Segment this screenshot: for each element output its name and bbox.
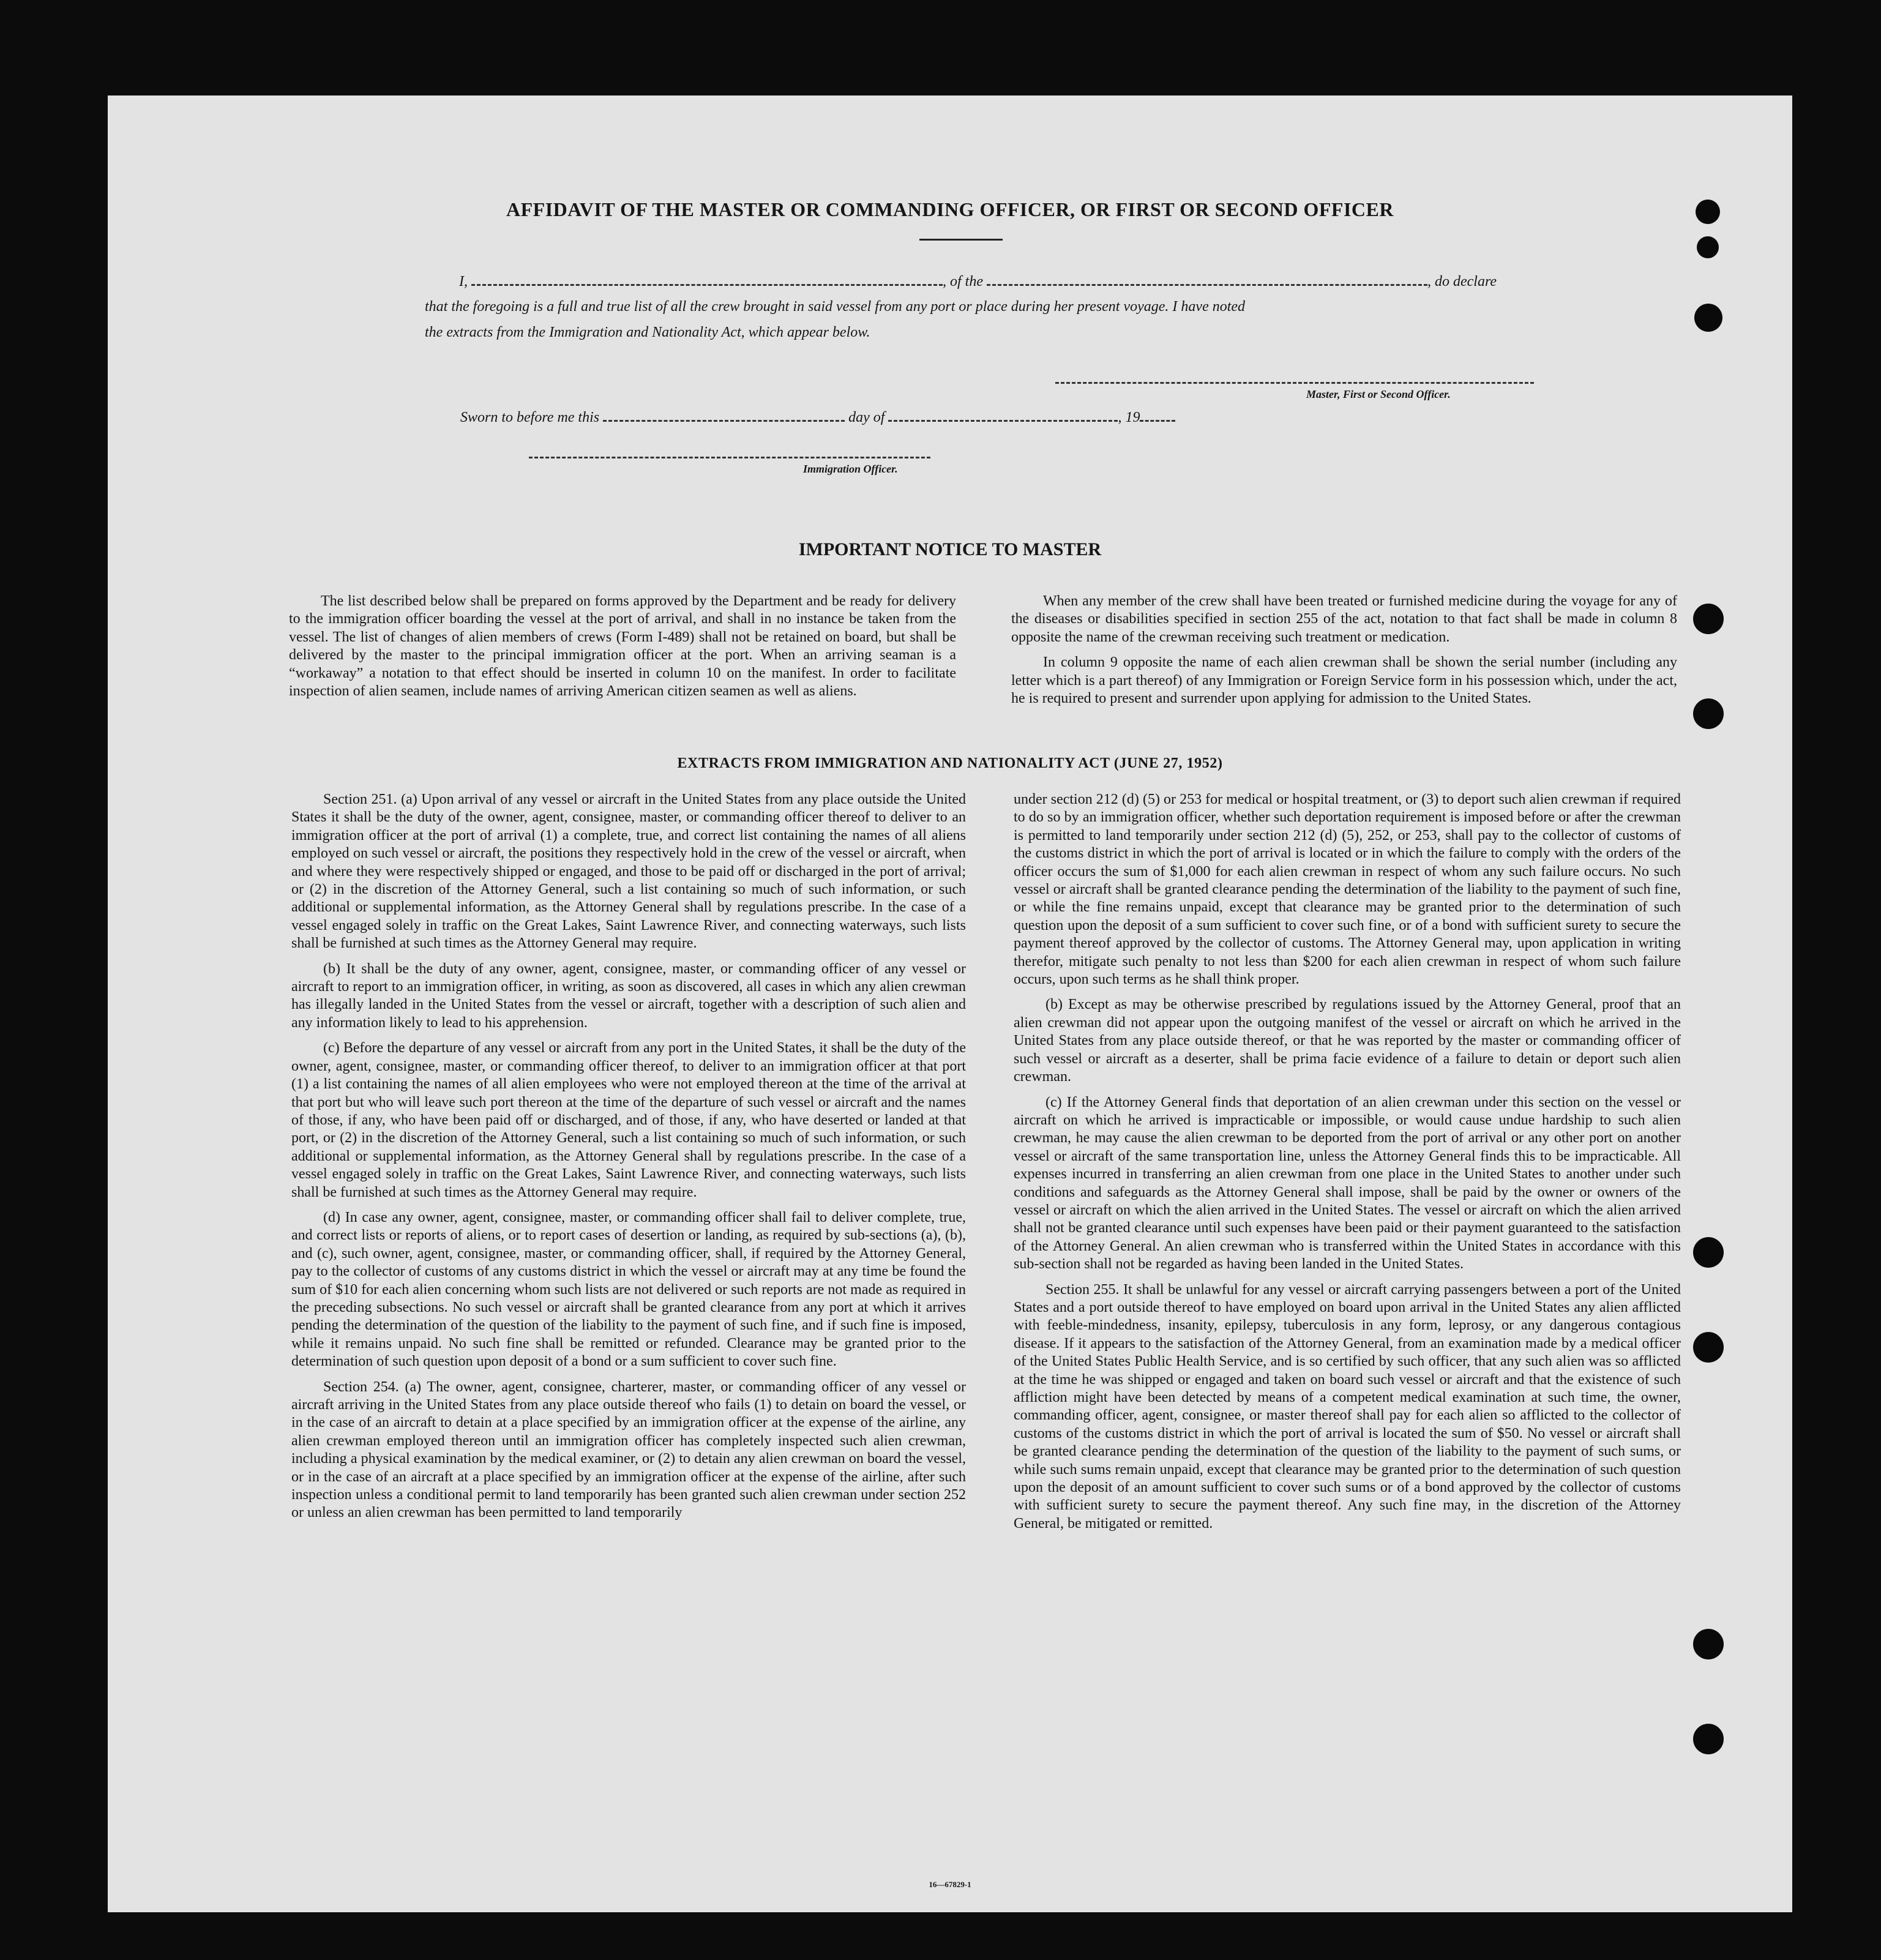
sworn-year-field[interactable] xyxy=(1140,409,1175,422)
declarant-line xyxy=(459,273,1497,290)
year-prefix: , 19 xyxy=(1118,410,1140,425)
extracts-left-column xyxy=(291,791,966,1522)
notice-right-column xyxy=(1011,593,1677,708)
binder-hole xyxy=(1693,1332,1724,1363)
declaration-line-2: the extracts from the Immigration and Nationality Act, which appear below. xyxy=(425,324,870,340)
section-254c: (c) If the Attorney General finds that deportation of an alien crewman under this section on the vessel or aircraft on which he arrived is impracticable or impossible, or would cause undue hardship to such alien crewman, he may cause the alien crewman to be deported from the port of arrival or any other port on another vessel or aircraft of the same transportation line, unless the Attorney General finds this to be impracticable. All expenses incurred in transferring an alien crewman from one place in the United States to another under such conditions and safeguards as the Attorney General shall impose, shall be paid by the owner or owners of the vessel or aircraft on which the alien arrived in the United States. The vessel or aircraft on which the alien arrived shall not be granted clearance until such expenses have been paid or their payment guaranteed to the satisfaction of the Attorney General. An alien crewman who is transferred within the United States in accordance with this sub-section shall not be regarded as having been landed in the United States. xyxy=(1014,1094,1681,1273)
master-signature-line[interactable] xyxy=(1055,382,1534,384)
binder-hole xyxy=(1693,1237,1724,1268)
day-of-label: day of xyxy=(848,410,885,425)
section-251d: (d) In case any owner, agent, consignee, master, or commanding officer shall fail to deliver complete, true, and correct lists or reports of aliens, or to report cases of desertion or landing, as required by sub-sections (a), (b), and (c), such owner, agent, consignee, master, or commanding officer, shall, if required by the Attorney General, pay to the collector of customs of any customs district in which the vessel or aircraft may at any time be found the sum of $10 for each alien concerning whom such lists are not delivered or such reports are not made as required in the preceding subsections. No such vessel or aircraft shall be granted clearance from any port at which it arrives pending the determination of the question of the liability to the payment of such fine, and if such fine is imposed, while it remains unpaid. No such fine shall be remitted or refunded. Clearance may be granted prior to the determination of such question upon deposit of a bond or a sum sufficient to cover such fine. xyxy=(291,1209,966,1370)
sworn-label: Sworn to before me this xyxy=(460,410,600,425)
notice-paragraph: The list described below shall be prepared on forms approved by the Department and be ready for delivery to the immigration officer boarding the vessel at the port of arrival, and shall in no instance be taken from the vessel. The list of changes of alien members of crews (Form I-489) shall not be retained on board, but shall be delivered by the master to the principal immigration officer at the port. When an arriving seaman is a “workaway” a notation to that effect should be inserted in column 10 on the manifest. In order to facilitate inspection of alien seamen, include names of arriving American citizen seamen as well as aliens. xyxy=(289,593,956,700)
sworn-month-field[interactable] xyxy=(888,409,1118,422)
vessel-name-field[interactable] xyxy=(987,273,1427,286)
document-page xyxy=(108,95,1792,1912)
section-254a: Section 254. (a) The owner, agent, consignee, charterer, master, or commanding officer of any vessel or aircraft arriving in the United States from any place outside thereof who fails (1) to detain on board the vessel, or in the case of an aircraft to detain at a place specified by an immigration officer at the expense of the airline, any alien crewman employed thereon until an immigration officer has completely inspected such alien crewman, including a physical examination by the medical examiner, or (2) to detain any alien crewman on board the vessel, or in the case of an aircraft at a place specified by an immigration officer at the expense of the airline, after such inspection unless a conditional permit to land temporarily has been granted such alien crewman under section 252 or unless an alien crewman has been permitted to land temporarily xyxy=(291,1378,966,1521)
section-251c: (c) Before the departure of any vessel or aircraft from any port in the United States, it shall be the duty of the owner, agent, consignee, master, or commanding officer thereof, to deliver to an immigration officer at that port (1) a list containing the names of all alien employees who were not employed thereon at the time of the arrival at that port but who will leave such port thereon at the time of the departure of such vessel or aircraft and the names of those, if any, who have been paid off or discharged, and of those, if any, who have deserted or landed at that port, or (2) in the discretion of the Attorney General, such a list containing so much of such information, or such additional or supplemental information, as the Attorney General shall by regulations prescribe. In the case of a vessel engaged solely in traffic on the Great Lakes, Saint Lawrence River, and connecting waterways, such lists shall be furnished at such times as the Attorney General may require. xyxy=(291,1040,966,1200)
master-signature-label: Master, First or Second Officer. xyxy=(1306,388,1451,400)
binder-hole xyxy=(1693,604,1724,634)
section-254a-continued: under section 212 (d) (5) or 253 for medical or hospital treatment, or (3) to deport such alien crewman if required to do so by an immigration officer, whether such deportation requirement is imposed before or after the crewman is permitted to land temporarily under section 212 (d) (5), 252, or 253, shall pay to the collector of customs of the customs district in which the port of arrival is located or in which the failure to comply with the orders of the officer occurs the sum of $1,000 for each alien crewman in respect of whom any such failure occurs. No such vessel or aircraft shall be granted clearance pending the determination of the liability to the payment of such fine, or while the fine remains unpaid, except that clearance may be granted prior to the determination of such question upon the deposit of a sum sufficient to cover such fine, or of a bond with sufficient surety to secure the payment thereof approved by the collector of customs. The Attorney General may, upon application in writing therefor, mitigate such penalty to not less than $200 for each alien crewman in respect of whom such failure occurs, upon such terms as he shall think proper. xyxy=(1014,791,1681,988)
notice-paragraph: When any member of the crew shall have been treated or furnished medicine during the voyage for any of the diseases or disabilities specified in section 255 of the act, notation to that fact shall be made in column 8 opposite the name of the crewman receiving such treatment or medication. xyxy=(1011,593,1677,645)
declarant-name-field[interactable] xyxy=(471,273,943,286)
do-declare-label: , do declare xyxy=(1427,274,1497,290)
title-rule xyxy=(919,239,1003,241)
i-label: I, xyxy=(459,274,468,290)
declaration-line-1: that the foregoing is a full and true list of all the crew brought in said vessel from any port or place during her present voyage. I have noted xyxy=(425,299,1246,315)
section-254b: (b) Except as may be otherwise prescribed by regulations issued by the Attorney General, proof that an alien crewman did not appear upon the outgoing manifest of the vessel or aircraft on which he arrived in the United States from any place outside thereof, or that he was reported by the master or commanding officer of such vessel or aircraft as a deserter, shall be prima facie evidence of a failure to detain or deport such alien crewman. xyxy=(1014,997,1681,1085)
binder-hole xyxy=(1693,698,1724,729)
of-the-label: , of the xyxy=(943,274,983,290)
notice-paragraph: In column 9 opposite the name of each alien crewman shall be shown the serial number (including any letter which is a part thereof) of any Immigration or Foreign Service form in his possession which, under the act, he is required to present and surrender upon applying for admission to the United States. xyxy=(1011,654,1677,707)
extracts-right-column xyxy=(1014,791,1681,1533)
notice-left-column xyxy=(289,593,956,700)
immigration-officer-label: Immigration Officer. xyxy=(803,463,898,475)
immigration-officer-signature-line[interactable] xyxy=(529,457,930,458)
notice-title: IMPORTANT NOTICE TO MASTER xyxy=(798,539,1102,559)
binder-hole xyxy=(1693,1629,1724,1659)
section-251a: Section 251. (a) Upon arrival of any vessel or aircraft in the United States from any place outside the United States it shall be the duty of the owner, agent, consignee, master, or commanding officer thereof to deliver to an immigration officer at the port of arrival (1) a complete, true, and correct list containing the names of all aliens employed on such vessel or aircraft, the positions they respectively hold in the crew of the vessel or aircraft, when and where they were respectively shipped or engaged, and those to be paid off or discharged in the port of arrival; or (2) in the discretion of the Attorney General, such a list containing so much of such information, or such additional or supplemental information, as the Attorney General shall by regulations prescribe. In the case of a vessel engaged solely in traffic on the Great Lakes, Saint Lawrence River, and connecting waterways, such lists shall be furnished at such times as the Attorney General may require. xyxy=(291,791,966,952)
section-251b: (b) It shall be the duty of any owner, agent, consignee, master, or commanding officer of any vessel or aircraft to report to an immigration officer, in writing, as soon as discovered, all cases in which any alien crewman has illegally landed in the United States from the vessel or aircraft, together with a description of such alien and any information likely to lead to his apprehension. xyxy=(291,960,966,1031)
extracts-title: EXTRACTS FROM IMMIGRATION AND NATIONALITY ACT (JUNE 27, 1952) xyxy=(677,755,1223,771)
affidavit-title: AFFIDAVIT OF THE MASTER OR COMMANDING OFFICER, OR FIRST OR SECOND OFFICER xyxy=(506,198,1394,220)
sworn-day-field[interactable] xyxy=(603,409,845,422)
binder-hole xyxy=(1694,304,1722,332)
section-255: Section 255. It shall be unlawful for any vessel or aircraft carrying passengers between a port of the United States and a port outside thereof to have employed on board upon arrival in the United States any alien afflicted with feeble-mindedness, insanity, epilepsy, tuberculosis in any form, leprosy, or any dangerous contagious disease. If it appears to the satisfaction of the Attorney General, from an examination made by a medical officer of the United States Public Health Service, and is so certified by such officer, that any such alien was so afflicted at the time he was shipped or engaged and taken on board such vessel or aircraft and that the existence of such affliction might have been detected by means of a competent medical examination at such time, the owner, commanding officer, agent, consignee, or master thereof shall pay for each alien so afflicted to the collector of customs of the customs district in which the port of arrival is located the sum of $50. No vessel or aircraft shall be granted clearance pending the determination of the question of the liability to the payment of such sums, or while such sums remain unpaid, except that clearance may be granted prior to the determination of such question upon the deposit of an amount sufficient to cover such sums or of a bond approved by the collector of customs with sufficient surety to secure the payment thereof. Any such fine may, in the discretion of the Attorney General, be mitigated or remitted. xyxy=(1014,1281,1681,1532)
binder-hole xyxy=(1697,236,1719,258)
form-code: 16—67829-1 xyxy=(929,1880,971,1889)
sworn-line xyxy=(460,409,1175,426)
binder-hole xyxy=(1693,1724,1724,1754)
